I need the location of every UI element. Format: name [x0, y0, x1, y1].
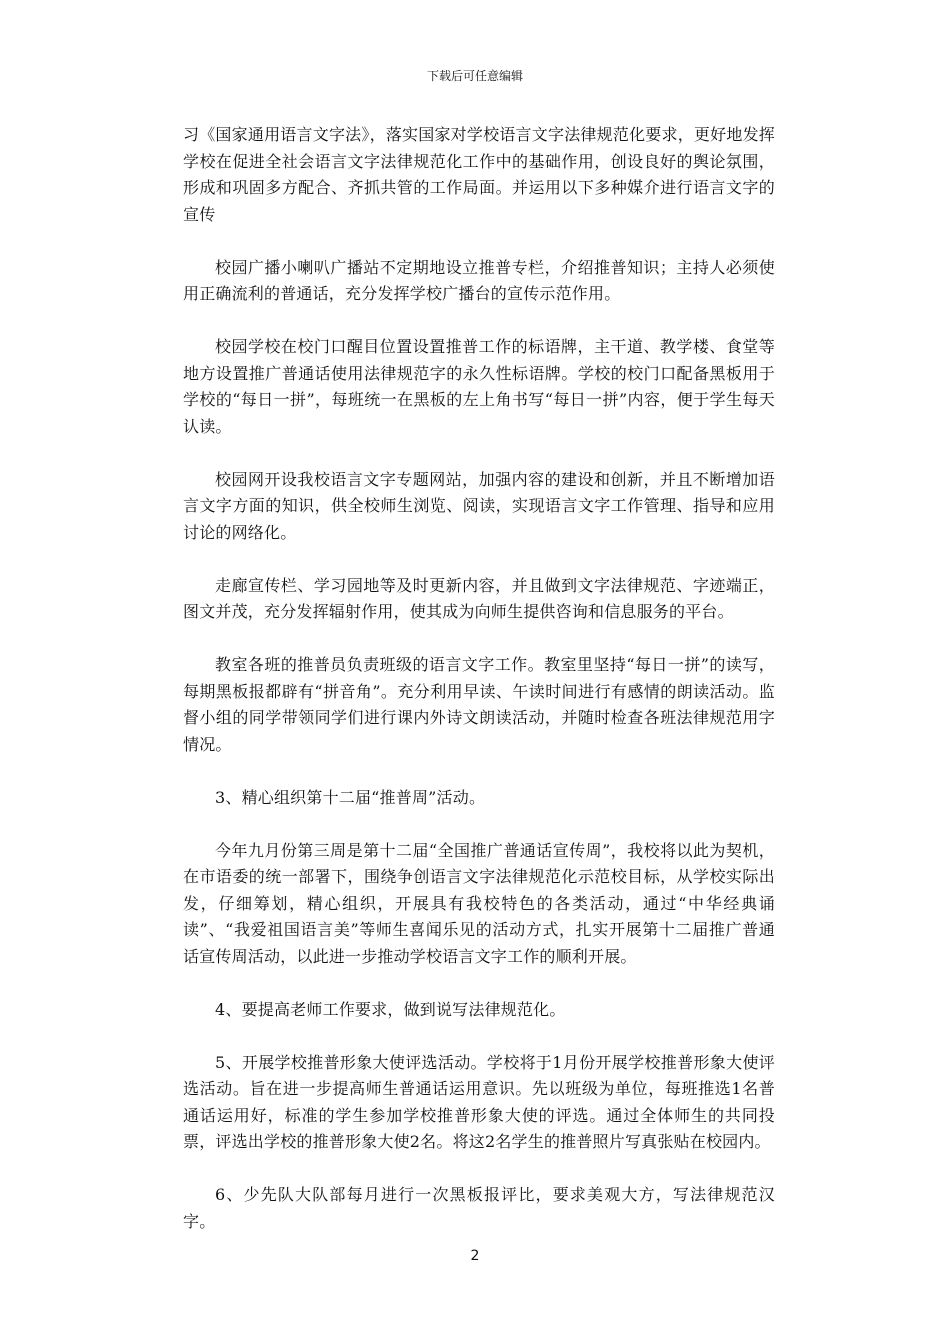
paragraph-item-5-ambassador: 5、开展学校推普形象大使评选活动。学校将于1月份开展学校推普形象大使评选活动。旨在进一步提高师生普通话运用意识。先以班级为单位，每班推选1名普通话运用好，标准的学生参加学校推普形象大使的评选。通过全体师生的共同投票，评选出学校的推普形象大使2名。将这2名学生的推普照片写真张贴在校园内。	[183, 1052, 775, 1151]
page-header: 下载后可任意编辑	[426, 69, 523, 83]
paragraph-classroom: 教室各班的推普员负责班级的语言文字工作。教室里坚持“每日一拼”的读写，每期黑板报都辟有“拼音角”。充分利用早读、午读时间进行有感情的朗读活动。监督小组的同学带领同学们进行课内外诗文朗读活动，并随时检查各班法律规范用字情况。	[183, 655, 775, 754]
paragraph-campus-signs: 校园学校在校门口醒目位置设置推普工作的标语牌，主干道、教学楼、食堂等地方设置推广普通话使用法律规范字的永久性标语牌。学校的校门口配备黑板用于学校的“每日一拼”，每班统一在黑板的左上角书写“每日一拼”内容，便于学生每天认读。	[183, 337, 775, 436]
page-number: 2	[470, 1248, 480, 1264]
paragraph-promotion-week: 今年九月份第三周是第十二届“全国推广普通话宣传周”，我校将以此为契机，在市语委的统一部署下，围绕争创语言文字法律规范化示范校目标，从学校实际出发，仔细筹划，精心组织，开展具有我校特色的各类活动，通过“中华经典诵读”、“我爱祖国语言美”等师生喜闻乐见的活动方式，扎实开展第十二届推广普通话宣传周活动，以此进一步推动学校语言文字工作的顺利开展。	[183, 840, 775, 966]
paragraph-item-6-blackboard: 6、少先队大队部每月进行一次黑板报评比，要求美观大方，写法律规范汉字。	[183, 1185, 775, 1231]
paragraph-item-4-heading: 4、要提高老师工作要求，做到说写法律规范化。	[215, 999, 566, 1019]
paragraph-campus-website: 校园网开设我校语言文字专题网站，加强内容的建设和创新，并且不断增加语言文字方面的知识，供全校师生浏览、阅读，实现语言文字工作管理、指导和应用讨论的网络化。	[183, 469, 775, 542]
document-body	[183, 122, 775, 1262]
paragraph-corridor-board: 走廊宣传栏、学习园地等及时更新内容，并且做到文字法律规范、字迹端正，图文并茂，充分发挥辐射作用，使其成为向师生提供咨询和信息服务的平台。	[183, 575, 775, 621]
paragraph-media-intro: 习《国家通用语言文字法》，落实国家对学校语言文字法律规范化要求，更好地发挥学校在促进全社会语言文字法律规范化工作中的基础作用，创设良好的舆论氛围，形成和巩固多方配合、齐抓共管的工作局面。并运用以下多种媒介进行语言文字的宣传	[183, 125, 775, 224]
paragraph-item-3-heading: 3、精心组织第十二届“推普周”活动。	[215, 787, 486, 807]
paragraph-campus-broadcast: 校园广播小喇叭广播站不定期地设立推普专栏，介绍推普知识；主持人必须使用正确流利的普通话，充分发挥学校广播台的宣传示范作用。	[183, 257, 775, 303]
